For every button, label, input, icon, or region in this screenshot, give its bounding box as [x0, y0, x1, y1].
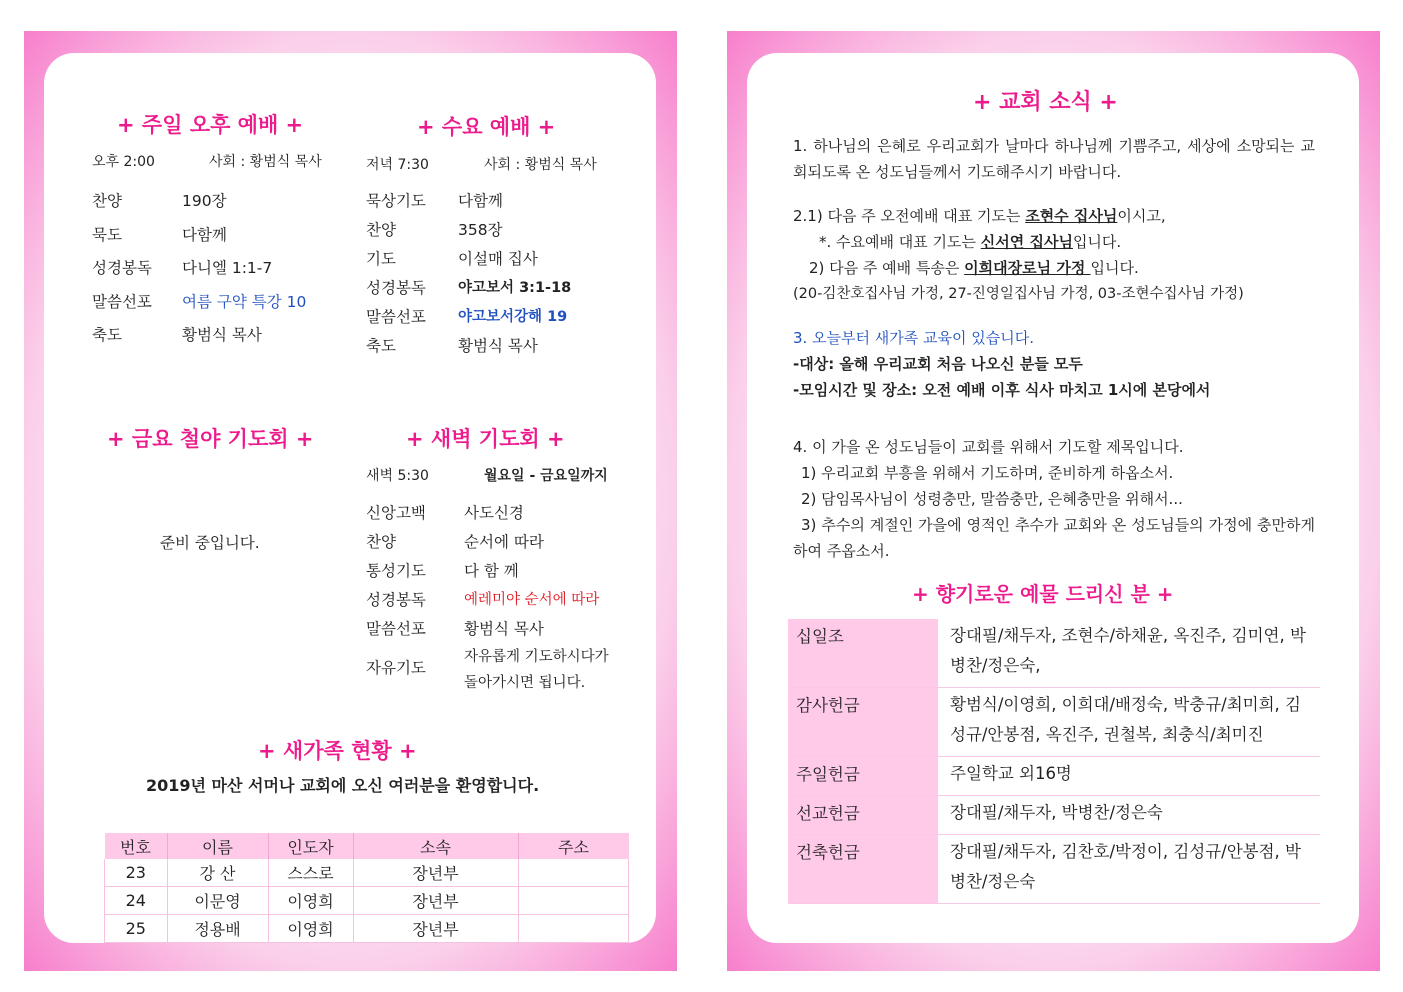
table-cell: 스스로 [268, 859, 353, 887]
order-value: 다 함 께 [464, 562, 519, 580]
order-row [366, 588, 600, 610]
order-row [366, 218, 503, 240]
news-item-2b-suffix: 입니다. [1072, 233, 1122, 251]
table-row [105, 859, 629, 887]
order-row [366, 649, 609, 691]
order-row [92, 256, 273, 278]
order-label: 말씀선포 [92, 292, 152, 311]
order-label: 기도 [366, 250, 396, 268]
wednesday-leader: 사회 : 황범식 목사 [484, 157, 597, 173]
table-cell [518, 915, 629, 943]
offering-row [788, 688, 1320, 757]
sunday-pm-time: 오후 2:00 [92, 154, 155, 170]
news-item-2a-suffix: 이시고, [1117, 207, 1166, 225]
offering-category-cell [788, 619, 938, 688]
order-label: 성경봉독 [366, 279, 426, 297]
offering-category-cell [788, 688, 938, 757]
dawn-time: 새벽 5:30 [366, 468, 429, 484]
offering-names: 주일학교 외16명 [938, 757, 1320, 796]
sunday-pm-title: + 주일 오후 예배 + [117, 113, 304, 137]
order-value: 황범식 목사 [182, 326, 262, 344]
offering-names: 장대필/채두자, 김찬호/박정이, 김성규/안봉점, 박병찬/정은숙 [938, 835, 1320, 904]
table-cell [518, 887, 629, 915]
right-page-card [747, 53, 1359, 943]
order-value: 자유롭게 기도하시다가 [464, 649, 609, 665]
offering-category: 선교헌금 [796, 804, 860, 823]
order-value: 야고보서강해 19 [458, 309, 568, 325]
table-cell: 이문영 [167, 887, 268, 915]
offering-row [788, 757, 1320, 796]
order-label: 축도 [92, 326, 122, 344]
offering-category-cell [788, 796, 938, 835]
order-label: 성경봉독 [92, 259, 152, 277]
news-item-4-3: 3) 추수의 계절인 가을에 영적인 추수가 교회와 온 성도님들의 가정에 충만하게 하여 주옵소서. [793, 516, 1315, 560]
table-cell: 장년부 [353, 887, 518, 915]
news-item-4-title: 4. 이 가을 온 성도님들이 교회를 위해서 기도할 제목입니다. [793, 438, 1184, 456]
offering-category-cell [788, 835, 938, 904]
offering-category: 건축헌금 [796, 843, 860, 862]
order-row [366, 189, 503, 211]
news-item-2b [819, 229, 1121, 255]
table-cell: 이영희 [268, 887, 353, 915]
right-page [727, 31, 1380, 971]
col-header-number: 번호 [105, 833, 168, 859]
order-value: 다함께 [182, 225, 227, 244]
order-label: 찬양 [92, 192, 122, 210]
order-value: 190장 [182, 192, 227, 210]
offerings-title: + 향기로운 예물 드리신 분 + [912, 582, 1174, 606]
news-item-2c [809, 255, 1139, 281]
table-cell: 강 산 [167, 859, 268, 887]
news-item-4-1: 1) 우리교회 부흥을 위해서 기도하며, 준비하게 하옵소서. [801, 464, 1174, 482]
left-page-card [44, 53, 656, 943]
order-value: 358장 [458, 221, 503, 239]
order-label: 찬양 [366, 533, 396, 551]
table-cell: 장년부 [353, 859, 518, 887]
order-label: 통성기도 [366, 562, 426, 580]
newfamily-welcome: 2019년 마산 서머나 교회에 오신 여러분을 환영합니다. [146, 776, 540, 795]
order-row [92, 189, 227, 211]
table-cell: 25 [105, 915, 168, 943]
newfamily-table [104, 833, 629, 943]
offerings-table [788, 619, 1320, 904]
friday-title: + 금요 철야 기도회 + [107, 427, 314, 451]
sunday-pm-leader: 사회 : 황범식 목사 [209, 154, 322, 170]
order-label: 말씀선포 [366, 308, 426, 326]
offering-names: 장대필/채두자, 조현수/하채윤, 옥진주, 김미연, 박병찬/정은숙, [938, 619, 1320, 688]
order-value: 예레미야 순서에 따라 [464, 592, 600, 608]
order-value: 다니엘 1:1-7 [182, 259, 273, 277]
order-label: 말씀선포 [366, 620, 426, 638]
order-label: 성경봉독 [366, 591, 426, 609]
news-item-2b-text: *. 수요예배 대표 기도는 [819, 233, 981, 251]
order-row [366, 305, 568, 327]
friday-note: 준비 중입니다. [160, 534, 260, 552]
offering-names: 황범식/이영희, 이희대/배정숙, 박충규/최미희, 김성규/안봉점, 옥진주, 권철복, 최충식/최미진 [938, 688, 1320, 757]
order-value: 이설매 집사 [458, 250, 538, 268]
col-header-dept: 소속 [353, 833, 518, 859]
offering-row [788, 796, 1320, 835]
table-cell [518, 859, 629, 887]
order-value: 순서에 따라 [464, 533, 544, 551]
col-header-guide: 인도자 [268, 833, 353, 859]
dawn-title: + 새벽 기도회 + [406, 427, 565, 451]
news-item-2a-text: 2.1) 다음 주 오전예배 대표 기도는 [793, 207, 1026, 225]
order-value: 황범식 목사 [464, 620, 544, 638]
offering-category: 주일헌금 [796, 765, 860, 784]
offering-row [788, 835, 1320, 904]
order-row [366, 559, 519, 581]
table-cell: 23 [105, 859, 168, 887]
order-row [366, 530, 544, 552]
news-item-2c-suffix: 입니다. [1090, 259, 1139, 277]
order-value-line2: 돌아가시면 됩니다. [464, 675, 586, 691]
offering-row [788, 619, 1320, 688]
order-row [92, 223, 227, 245]
order-label: 찬양 [366, 221, 396, 239]
news-item-3-time: -모임시간 및 장소: 오전 예배 이후 식사 마치고 1시에 본당에서 [793, 381, 1211, 399]
table-row [105, 915, 629, 943]
news-title: + 교회 소식 + [973, 90, 1118, 115]
order-label: 묵상기도 [366, 192, 426, 210]
news-item-3-title: 3. 오늘부터 새가족 교육이 있습니다. [793, 329, 1035, 347]
order-label: 자유기도 [366, 659, 426, 677]
order-row [366, 334, 538, 356]
news-item-2a-name: 조현수 집사님 [1025, 207, 1118, 225]
wednesday-time: 저녁 7:30 [366, 157, 429, 173]
left-page [24, 31, 677, 971]
col-header-name: 이름 [167, 833, 268, 859]
news-item-4-2: 2) 담임목사님이 성령충만, 말씀충만, 은혜충만을 위해서... [801, 490, 1183, 508]
offering-category-cell [788, 757, 938, 796]
news-item-2c-text: 2) 다음 주 예배 특송은 [809, 259, 965, 277]
table-row [105, 887, 629, 915]
order-value: 다함께 [458, 192, 503, 210]
offering-names: 장대필/채두자, 박병찬/정은숙 [938, 796, 1320, 835]
order-value: 여름 구약 특강 10 [182, 292, 307, 311]
order-row [92, 323, 262, 345]
offering-category: 십일조 [796, 627, 844, 646]
order-label: 묵도 [92, 225, 122, 244]
order-value: 야고보서 3:1-18 [458, 280, 572, 296]
order-label: 신앙고백 [366, 504, 426, 522]
col-header-address: 주소 [518, 833, 629, 859]
news-item-2d: (20-김찬호집사님 가정, 27-진영일집사님 가정, 03-조현수집사님 가정) [793, 286, 1244, 302]
table-cell: 정용배 [167, 915, 268, 943]
table-cell: 24 [105, 887, 168, 915]
news-item-2c-name: 이희대장로님 가정 [964, 259, 1091, 277]
news-item-2b-name: 신서연 집사님 [980, 233, 1073, 251]
news-item-1: 1. 하나님의 은혜로 우리교회가 날마다 하나님께 기쁨주고, 세상에 소망되는 교회되도록 온 성도님들께서 기도해주시기 바랍니다. [793, 137, 1315, 181]
table-cell: 이영희 [268, 915, 353, 943]
newfamily-title: + 새가족 현황 + [258, 739, 417, 763]
offering-category: 감사헌금 [796, 696, 860, 715]
order-row [366, 276, 572, 298]
order-value: 사도신경 [464, 504, 524, 522]
dawn-days: 월요일 - 금요일까지 [484, 468, 608, 484]
order-row [366, 247, 538, 269]
news-item-3-target: -대상: 올해 우리교회 처음 나오신 분들 모두 [793, 355, 1083, 373]
order-label: 축도 [366, 337, 396, 355]
order-value: 황범식 목사 [458, 337, 538, 355]
order-row [366, 501, 524, 523]
order-row [92, 290, 307, 312]
wednesday-title: + 수요 예배 + [417, 115, 556, 139]
news-item-2a [793, 203, 1166, 229]
table-cell: 장년부 [353, 915, 518, 943]
order-row [366, 617, 544, 639]
